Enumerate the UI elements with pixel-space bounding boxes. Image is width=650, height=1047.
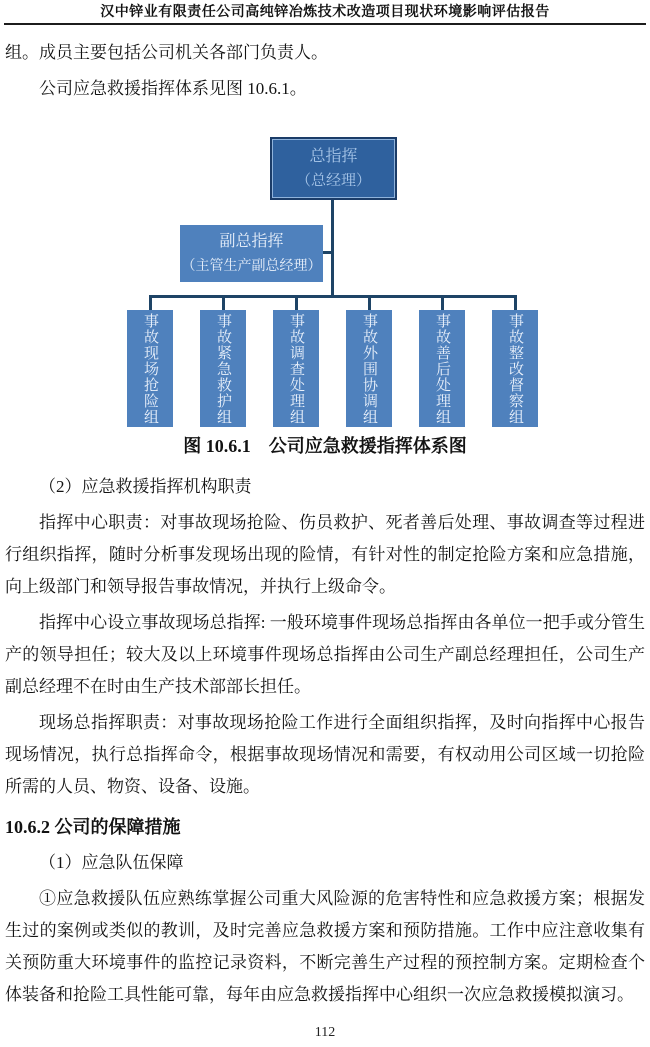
- org-chart-figure: [5, 131, 645, 471]
- header-title: 汉中锌业有限责任公司高纯锌冶炼技术改造项目现状环境影响评估报告: [100, 5, 550, 20]
- group-label: 事故调查处理组: [288, 312, 304, 425]
- connector-stub: [295, 298, 298, 310]
- org-box-group-emergency-aid: [200, 310, 246, 427]
- connector-stub: [149, 298, 152, 310]
- group-label: 事故紧急救护组: [215, 312, 231, 425]
- paragraph-site-commander-duties: 现场总指挥职责：对事故现场抢险工作进行全面组织指挥，及时向指挥中心报告现场情况，执行总指挥命令，根据事故现场情况和需要，有权动用公司区域一切抢险所需的人员、物资、设备、设施。: [5, 713, 645, 796]
- org-box-group-investigation: [273, 310, 319, 427]
- page-footer: [0, 1025, 650, 1041]
- group-label: 事故善后处理组: [434, 312, 450, 425]
- paragraph-figure-reference: 公司应急救援指挥体系见图 10.6.1。: [39, 79, 307, 98]
- group-label: 事故外围协调组: [361, 312, 377, 425]
- org-box-group-perimeter-coordination: [346, 310, 392, 427]
- page-header: [0, 0, 650, 25]
- section-heading-10-6-2: 10.6.2 公司的保障措施: [5, 817, 181, 837]
- org-box-chief-commander: [270, 137, 397, 200]
- connector-stub: [222, 298, 225, 310]
- paragraph-team-guarantee-detail: ①应急救援队伍应熟练掌握公司重大风险源的危害特性和应急救援方案；根据发生过的案例或类似的教训，及时完善应急救援方案和预防措施。工作中应注意收集有关预防重大环境事件的监控记录资料，不断完善生产过程的预控制方案。定期检查个体装备和抢险工具性能可靠，每年由应急救援指挥中心组织一次应急救援模拟演习。: [5, 889, 645, 1004]
- paragraph-continuation: 组。成员主要包括公司机关各部门负责人。: [5, 43, 328, 62]
- org-box-group-rectification-supervision: [492, 310, 538, 427]
- paragraph-site-commander-setup: 指挥中心设立事故现场总指挥: 一般环境事件现场总指挥由各单位一把手或分管生产的领导担任；较大及以上环境事件现场总指挥由公司生产副总经理担任，公司生产副总经理不在时由生产技术部部长担任。: [5, 613, 645, 696]
- paragraph-command-center-duties: 指挥中心职责：对事故现场抢险、伤员救护、死者善后处理、事故调查等过程进行组织指挥，随时分析事发现场出现的险情，有针对性的制定抢险方案和应急措施，向上级部门和领导报告事故情况，并执行上级命令。: [5, 513, 645, 596]
- connector-line-deputy: [323, 251, 334, 254]
- connector-stub: [368, 298, 371, 310]
- org-box-group-aftermath: [419, 310, 465, 427]
- connector-stub: [514, 298, 517, 310]
- paragraph-duties-heading: （2）应急救援指挥机构职责: [39, 477, 252, 496]
- figure-caption: 图 10.6.1 公司应急救援指挥体系图: [183, 436, 467, 456]
- chief-commander-title: 总指挥: [309, 147, 358, 165]
- connector-line-vertical: [331, 200, 334, 298]
- org-box-deputy-commander: [180, 225, 323, 282]
- page-number: 112: [314, 1025, 336, 1040]
- group-label: 事故整改督察组: [507, 312, 523, 425]
- group-label: 事故现场抢险组: [142, 312, 158, 425]
- page-body: [0, 25, 650, 1011]
- deputy-commander-title: 副总指挥: [219, 232, 284, 250]
- connector-line-horizontal: [149, 295, 517, 298]
- org-box-group-site-rescue: [127, 310, 173, 427]
- deputy-commander-subtitle: （主管生产副总经理）: [181, 258, 322, 274]
- paragraph-team-guarantee-heading: （1）应急队伍保障: [39, 853, 184, 872]
- connector-stub: [441, 298, 444, 310]
- chief-commander-subtitle: （总经理）: [295, 172, 371, 189]
